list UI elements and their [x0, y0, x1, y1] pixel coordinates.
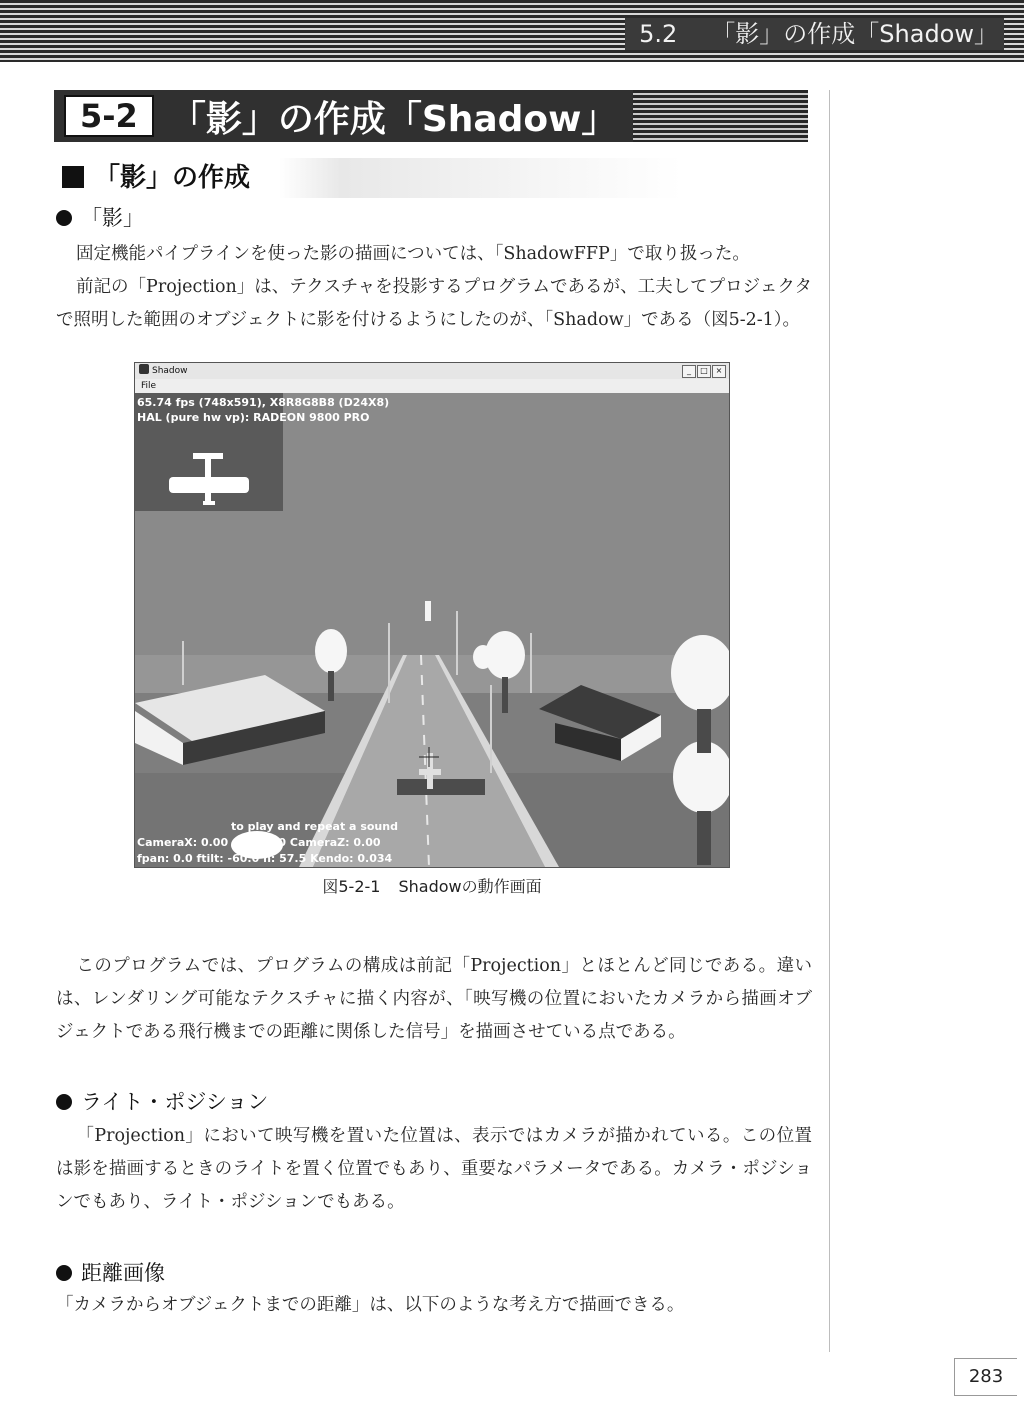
paragraph-1-text: 固定機能パイプラインを使った影の描画については、「ShadowFFP」で取り扱った。 — [76, 243, 750, 264]
window-controls — [682, 365, 726, 378]
paragraph-1 — [56, 238, 812, 271]
paragraph-4 — [56, 1120, 812, 1219]
subsection-title: 「影」の作成 — [94, 163, 251, 193]
heading-kage-text: 「影」 — [81, 206, 144, 230]
maximize-icon: □ — [697, 365, 711, 378]
subsection-heading — [62, 158, 682, 198]
hud-top — [137, 395, 389, 425]
paragraph-5-text: 「カメラからオブジェクトまでの距離」は、以下のような考え方で描画できる。 — [56, 1294, 685, 1315]
window-menubar — [135, 379, 729, 393]
paragraph-5 — [56, 1289, 812, 1322]
running-header-number: 5.2 — [639, 20, 678, 48]
heading-kage — [56, 202, 144, 232]
heading-light-position-text: ライト・ポジション — [81, 1090, 269, 1114]
airplane-shadow — [397, 779, 485, 795]
heading-distance-image-text: 距離画像 — [81, 1261, 165, 1285]
hud-line-1: 65.74 fps (748x591), X8R8G8B8 (D24X8) — [137, 396, 390, 409]
running-header — [0, 0, 1024, 62]
minimize-icon: _ — [682, 365, 696, 378]
circle-bullet-icon — [56, 1094, 72, 1110]
paragraph-4-text: 「Projection」において映写機を置いた位置は、表示ではカメラが描かれている。この位置は影を描画するときのライトを置く位置でもあり、重要なパラメータである。カメラ・ポジションでもあり、ライト・ポジションでもある。 — [56, 1125, 812, 1212]
heading-distance-image — [56, 1257, 165, 1287]
paragraph-3 — [56, 950, 812, 1049]
app-icon — [139, 364, 149, 374]
hud-bottom-line-1: to play and repeat a sound — [231, 820, 398, 833]
heading-light-position — [56, 1086, 268, 1116]
figure-screenshot-window — [134, 362, 730, 868]
scene-render — [135, 393, 729, 867]
figure-caption-text: Shadowの動作画面 — [398, 877, 542, 896]
figure-caption — [0, 874, 864, 897]
paragraph-2-text: 前記の「Projection」は、テクスチャを投影するプログラムであるが、工夫してプロジェクタで照明した範囲のオブジェクトに影を付けるようにしたのが、「Shadow」である（図5-2-1）。 — [56, 276, 812, 330]
figure-caption-number: 図5-2-1 — [322, 877, 381, 896]
window-titlebar — [135, 363, 729, 379]
menu-file: File — [141, 381, 157, 391]
section-banner — [54, 90, 808, 142]
hud-bottom-line-2: CameraX: 0.00 Ca 15.00 CameraZ: 0.00 — [137, 836, 381, 849]
hud-line-2: HAL (pure hw vp): RADEON 9800 PRO — [137, 411, 370, 424]
section-title: 「影」の作成「Shadow」 — [169, 98, 618, 140]
paragraph-2 — [56, 271, 812, 337]
running-header-title: 「影」の作成「Shadow」 — [711, 20, 998, 48]
square-bullet-icon — [62, 166, 84, 188]
hud-bottom-line-3: fpan: 0.0 ftilt: -60.0 n: 57.5 Kendo: 0.034 — [137, 852, 393, 865]
page-number: 283 — [954, 1358, 1017, 1396]
circle-bullet-icon — [56, 1265, 72, 1281]
close-icon: × — [712, 365, 726, 378]
margin-rule — [829, 90, 830, 1352]
running-header-label — [625, 18, 1004, 50]
section-number: 5-2 — [64, 95, 154, 137]
circle-bullet-icon — [56, 210, 72, 226]
window-title: Shadow — [152, 366, 188, 376]
paragraph-3-text: このプログラムでは、プログラムの構成は前記「Projection」とほとんど同じである。違いは、レンダリング可能なテクスチャに描く内容が、「映写機の位置においたカメラから描画オブジェクトである飛行機までの距離に関係した信号」を描画させている点である。 — [56, 955, 812, 1042]
section-banner-inner — [54, 90, 633, 142]
